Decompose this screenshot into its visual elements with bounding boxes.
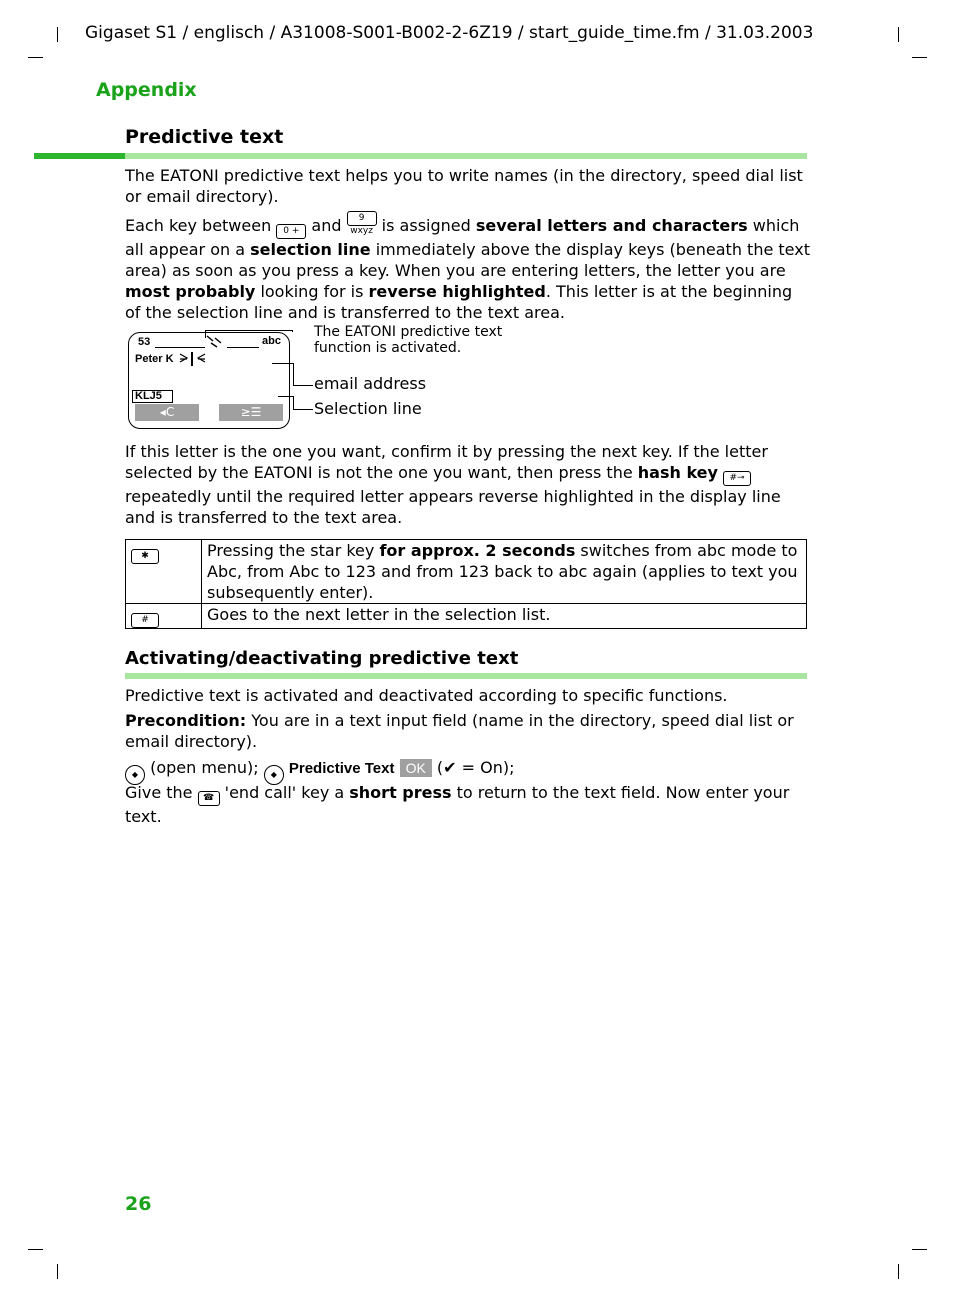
cursor-icon (179, 351, 209, 367)
heading-rule-dark (34, 153, 125, 159)
ok-softkey[interactable]: OK (400, 759, 432, 777)
section-title: Appendix (96, 79, 197, 101)
table-row (126, 604, 807, 629)
menu-steps: ◆ (open menu); ◆ Predictive Text OK (✔ = On); (125, 757, 810, 785)
key-0-icon: 0 + (276, 224, 306, 239)
intro-paragraph: The EATONI predictive text helps you to write names (in the directory, speed dial list or email directory). (125, 166, 803, 206)
description-cell: Goes to the next letter in the selection list. (202, 604, 807, 629)
callout-line (293, 363, 294, 386)
nav-key-icon: ◆ (264, 765, 284, 785)
document-header: Gigaset S1 / englisch / A31008-S001-B002-2-6Z19 / start_guide_time.fm / 31.03.2003 (85, 23, 814, 43)
hash-key-icon: #⊸ (723, 471, 751, 486)
callout-line (292, 330, 293, 332)
description-cell: Pressing the star key for approx. 2 seconds switches from abc mode to Abc, from Abc to 123 and from 123 back to abc again (applies to text you subsequently enter). (202, 540, 807, 604)
softkey-left[interactable]: ◂C (135, 404, 199, 421)
selection-line: KLJ5 (132, 390, 173, 403)
predictive-text-heading: Predictive text (125, 126, 284, 148)
display-counter: 53 (138, 336, 151, 348)
crop-mark (898, 27, 899, 42)
softkey-right[interactable]: ≥☰ (219, 404, 283, 421)
star-key-icon: ✱ (131, 549, 159, 564)
callout-line (293, 396, 294, 410)
callout-selection: Selection line (314, 399, 422, 418)
confirm-paragraph: If this letter is the one you want, confirm it by pressing the next key. If the letter selected by the EATONI is not the one you want, then press the hash key #⊸ repeatedly until the required letter appears reverse highlighted in the display line and is transferred to the text area. (125, 442, 781, 527)
display-underline (155, 347, 205, 348)
callout-line (278, 396, 294, 397)
end-call-key-icon: ☎ (198, 791, 220, 806)
activating-heading: Activating/deactivating predictive text (125, 648, 519, 669)
end-call-paragraph: Give the ☎ 'end call' key a short press to return to the text field. Now enter your text. (125, 783, 790, 826)
page-number: 26 (125, 1193, 152, 1215)
callout-line (205, 330, 206, 338)
key-9-icon: 9 wxyz (347, 211, 377, 226)
eatoni-icon (205, 334, 225, 350)
key-cell (126, 604, 202, 629)
heading-rule-light (125, 153, 807, 159)
checkmark-icon: ✔ (443, 758, 457, 777)
keys-paragraph: Each key between 0 + and 9 wxyz is assigned several letters and characters which all appear on a selection line immediately above the display keys (beneath the text area) as soon as you press a key. When you are entering letters, the letter you are most probably looking for is reverse highlighted. This letter is at the beginning of the selection line and is transferred to the text area. (125, 213, 810, 322)
activating-paragraph: Predictive text is activated and deactivated according to specific functions. (125, 686, 728, 705)
crop-mark (28, 57, 43, 58)
crop-mark (28, 1249, 43, 1250)
menu-item-predictive-text: Predictive Text (288, 760, 395, 777)
crop-mark (912, 1249, 927, 1250)
callout-line (272, 363, 294, 364)
display-underline (227, 347, 259, 348)
phone-display (128, 332, 290, 429)
key-table (125, 539, 807, 629)
callout-line (205, 330, 293, 331)
crop-mark (57, 1264, 58, 1279)
hash-key-icon: # (131, 613, 159, 628)
callout-eatoni: The EATONI predictive text function is activated. (314, 324, 503, 356)
key-cell (126, 540, 202, 604)
callout-line (293, 409, 313, 410)
table-row (126, 540, 807, 604)
callout-email: email address (314, 374, 427, 393)
callout-line (293, 385, 313, 386)
crop-mark (912, 57, 927, 58)
crop-mark (57, 27, 58, 42)
display-entry: Peter K (135, 353, 174, 365)
heading-rule-light (125, 673, 807, 679)
nav-key-icon: ◆ (125, 765, 145, 785)
display-mode: abc (262, 335, 281, 347)
crop-mark (898, 1264, 899, 1279)
precondition-paragraph: Precondition: You are in a text input field (name in the directory, speed dial list or email directory). (125, 711, 794, 751)
